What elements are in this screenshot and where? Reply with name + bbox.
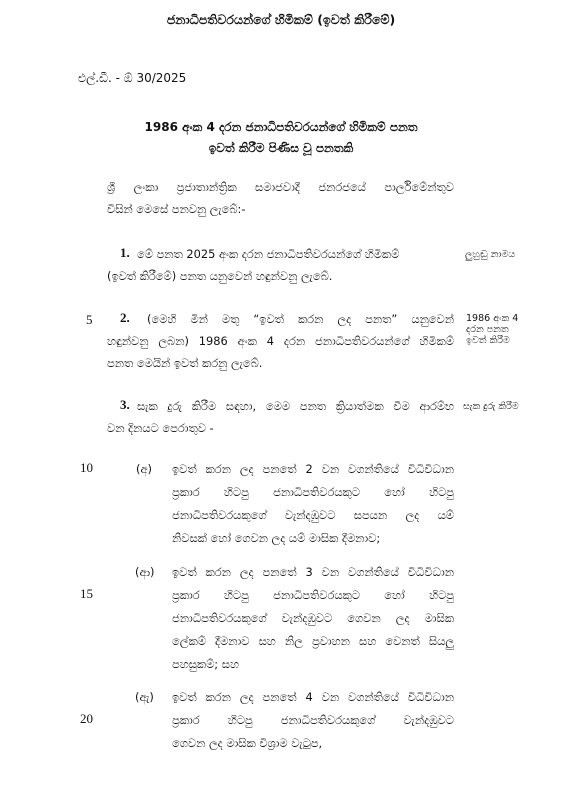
section-1-line-2: (ඉවත් කිරීමේ) පනත යනුවෙන් හඳුන්වනු ලැබේ. (107, 269, 333, 283)
line-number-15: 15 (80, 586, 93, 601)
subclause-b-label: (ආ) (135, 565, 155, 579)
subclause-a-line-2: ප්‍රකාර හිටපු ජනාධිපතිවරයකුට හෝ හිටපු (172, 485, 454, 499)
section-3-line-2: වන දිනයට පෙරාතුව - (107, 421, 214, 435)
section-3-line-1: සැක දුරු කිරීම සඳහා, මෙම පනත ක්‍රියාත්මක වීම ආරම්භ (137, 399, 454, 413)
subclause-b-line-4: ලේකම් දීමනාව සහ නිල ප්‍රවාහන සහ වෙනත් සියලු (172, 634, 454, 648)
bill-title-line-1: 1986 අංක 4 දරන ජනාධිපතිවරයන්ගේ හිමිකම් පනත (144, 120, 418, 134)
bill-number: එල්.ඩී. - ඕ 30/2025 (78, 71, 187, 85)
subclause-c-label: (ඇ) (135, 690, 154, 704)
section-2-line-3: පනත මෙයින් ඉවත් කරනු ලැබේ. (107, 356, 263, 370)
subclause-b-line-3: ජනාධිපතිවරයකුගේ වැන්දඹුවට ගෙවන ලද මාසික (172, 611, 454, 625)
section-3-number: 3. (120, 397, 130, 412)
subclause-c-line-3: ගෙවන ලද මාසික විශ්‍රාම වැටුප, (172, 736, 323, 750)
marginal-note-short-title: ලුහුඬු නාමය (465, 249, 516, 260)
marginal-note-removal-of-doubts: සැක දුරු කිරීම (463, 401, 519, 412)
section-2-number: 2. (120, 310, 130, 325)
preamble-line-1: ශ්‍රී ලංකා ප්‍රජාතාන්ත්‍රික සමාජවාදී ජනරජයේ පාර්ලිමේන්තුව (107, 180, 454, 194)
section-2-line-1: (මෙහි මින් මතු “ඉවත් කරන ලද පනත” යනුවෙන් (147, 312, 454, 326)
subclause-c-line-1: ඉවත් කරන ලද පනතේ 4 වන වගන්තියේ විධිවිධාන (172, 690, 454, 704)
subclause-c-line-2: ප්‍රකාර හිටපු ජනාධිපතිවරයකුගේ වැන්දඹුවට (172, 713, 454, 727)
subclause-b-line-5: පහසුකම්; සහ (172, 657, 239, 671)
preamble-line-2: විසින් මෙසේ පනවනු ලැබේ:- (107, 202, 246, 216)
line-number-5: 5 (86, 312, 93, 327)
running-header: ජනාධිපතිවරයන්ගේ හිමිකම් (ඉවත් කිරීමේ) (166, 12, 396, 27)
section-1-line-1: මේ පනත 2025 අංක දරන ජනාධිපතිවරයන්ගේ හිමිකම් (137, 247, 400, 261)
subclause-b-line-1: ඉවත් කරන ලද පනතේ 3 වන වගන්තියේ විධිවිධාන (172, 565, 454, 579)
bill-title-line-2: ඉවත් කිරීම පිණිස වූ පනතකි (208, 141, 354, 155)
section-1-number: 1. (120, 245, 130, 260)
line-number-20: 20 (80, 711, 93, 726)
subclause-a-line-1: ඉවත් කරන ලද පනතේ 2 වන වගන්තියේ විධිවිධාන (172, 462, 454, 476)
subclause-a-line-3: ජනාධිපතිවරයකුගේ වැන්දඹුවට සපයන ලද යම් (172, 508, 454, 522)
subclause-a-label: (අ) (136, 462, 152, 476)
line-number-10: 10 (80, 460, 93, 475)
subclause-b-line-2: ප්‍රකාර හිටපු ජනාධිපතිවරයකුට හෝ හිටපු (172, 588, 454, 602)
subclause-a-line-4: නිවසක් හෝ ගෙවන ලද යම් මාසික දීමනාව; (172, 531, 381, 545)
section-2-line-2: හඳුන්වනු ලබන) 1986 අංක 4 දරන ජනාධිපතිවරයන්ගේ හිමිකම් (107, 334, 454, 348)
marginal-note-repeal: 1986 අංක 4 දරන පනත ඉවත් කිරීම (466, 313, 519, 346)
